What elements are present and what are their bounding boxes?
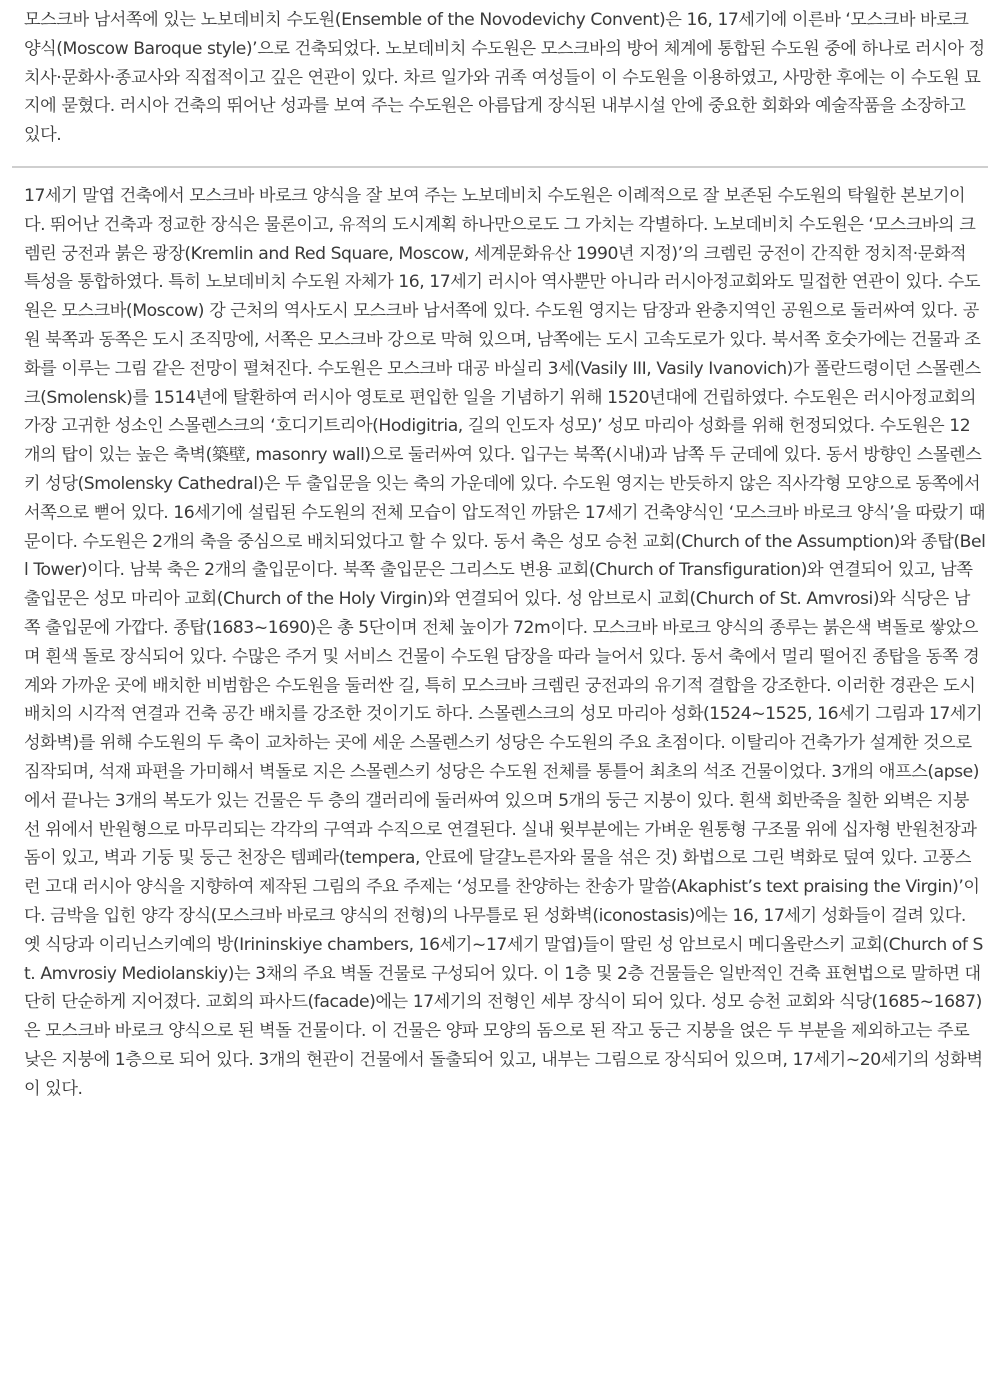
intro-paragraph: 모스크바 남서쪽에 있는 노보데비치 수도원(Ensemble of the Novodevichy Convent)은 16, 17세기에 이른바 ‘모스크바 바로크 양식(Moscow Baroque style)’으로 건축되었다. 노보데비치 수도원은 모스크바의 방어 체계에 통합된 수도원 중에 하나로 러시아 정치사·문화사·종교사와 직접적이고 깊은 연관이 있다. 차르 일가와 귀족 여성들이 이 수도원을 이용하였고, 사망한 후에는 이 수도원 묘지에 묻혔다. 러시아 건축의 뛰어난 성과를 보여 주는 수도원은 아름답게 장식된 내부시설 안에 중요한 회화와 예술작품을 소장하고 있다. [24, 10, 985, 146]
description-paragraph: 17세기 말엽 건축에서 모스크바 바로크 양식을 잘 보여 주는 노보데비치 수도원은 이례적으로 잘 보존된 수도원의 탁월한 본보기이다. 뛰어난 건축과 정교한 장식은 물론이고, 유적의 도시계획 하나만으로도 그 가치는 각별하다. 노보데비치 수도원은 ‘모스크바의 크렘린 궁전과 붉은 광장(Kremlin and Red Square, Moscow, 세계문화유산 1990년 지정)’의 크렘린 궁전이 간직한 정치적·문화적 특성을 통합하였다. 특히 노보데비치 수도원 자체가 16, 17세기 러시아 역사뿐만 아니라 러시아정교회와도 밀접한 연관이 있다. 수도원은 모스크바(Moscow) 강 근처의 역사도시 모스크바 남서쪽에 있다. 수도원 영지는 담장과 완충지역인 공원으로 둘러싸여 있다. 공원 북쪽과 동쪽은 도시 조직망에, 서쪽은 모스크바 강으로 막혀 있으며, 남쪽에는 도시 고속도로가 있다. 북서쪽 호숫가에는 건물과 조화를 이루는 그림 같은 전망이 펼쳐진다. 수도원은 모스크바 대공 바실리 3세(Vasily III, Vasily Ivanovich)가 폴란드령이던 스몰렌스크(Smolensk)를 1514년에 탈환하여 러시아 영토로 편입한 일을 기념하기 위해 1520년대에 건립하였다. 수도원은 러시아정교회의 가장 고귀한 성소인 스몰렌스크의 ‘호디기트리아(Hodigitria, 길의 인도자 성모)’ 성모 마리아 성화를 위해 헌정되었다. 수도원은 12개의 탑이 있는 높은 축벽(築壁, masonry wall)으로 둘러싸여 있다. 입구는 북쪽(시내)과 남쪽 두 군데에 있다. 동서 방향인 스몰렌스키 성당(Smolensky Cathedral)은 두 출입문을 잇는 축의 가운데에 있다. 수도원 영지는 반듯하지 않은 직사각형 모양으로 동쪽에서 서쪽으로 뻗어 있다. 16세기에 설립된 수도원의 전체 모습이 압도적인 까닭은 17세기 건축양식인 ‘모스크바 바로크 양식’을 따랐기 때문이다. 수도원은 2개의 축을 중심으로 배치되었다고 할 수 있다. 동서 축은 성모 승천 교회(Church of the Assumption)와 종탑(Bell Tower)이다. 남북 축은 2개의 출입문이다. 북쪽 출입문은 그리스도 변용 교회(Church of Transfiguration)와 연결되어 있고, 남쪽 출입문은 성모 마리아 교회(Church of the Holy Virgin)와 연결되어 있다. 성 암브로시 교회(Church of St. Amvrosi)와 식당은 남쪽 출입문에 가깝다. 종탑(1683~1690)은 총 5단이며 전체 높이가 72m이다. 모스크바 바로크 양식의 종루는 붉은색 벽돌로 쌓았으며 흰색 돌로 장식되어 있다. 수많은 주거 및 서비스 건물이 수도원 담장을 따라 늘어서 있다. 동서 축에서 멀리 떨어진 종탑을 동쪽 경계와 가까운 곳에 배치한 비범함은 수도원을 둘러싼 길, 특히 모스크바 크렘린 궁전과의 유기적 결합을 강조한다. 이러한 경관은 도시 배치의 시각적 연결과 건축 공간 배치를 강조한 것이기도 하다. 스몰렌스크의 성모 마리아 성화(1524~1525, 16세기 그림과 17세기 성화벽)를 위해 수도원의 두 축이 교차하는 곳에 세운 스몰렌스키 성당은 수도원의 주요 초점이다. 이탈리아 건축가가 설계한 것으로 짐작되며, 석재 파편을 가미해서 벽돌로 지은 스몰렌스키 성당은 수도원 전체를 통틀어 최초의 석조 건물이었다. 3개의 애프스(apse)에서 끝나는 3개의 복도가 있는 건물은 두 층의 갤러리에 둘러싸여 있으며 5개의 둥근 지붕이 있다. 흰색 회반죽을 칠한 외벽은 지붕 선 위에서 반원형으로 마무리되는 각각의 구역과 수직으로 연결된다. 실내 윗부분에는 가벼운 원통형 구조물 위에 십자형 반원천장과 돔이 있고, 벽과 기둥 및 둥근 천장은 템페라(tempera, 안료에 달걀노른자와 물을 섞은 것) 화법으로 그린 벽화로 덮여 있다. 고풍스런 고대 러시아 양식을 지향하여 제작된 그림의 주요 주제는 ‘성모를 찬양하는 찬송가 말씀(Akaphist’s text praising the Virgin)’이다. 금박을 입힌 양각 장식(모스크바 바로크 양식의 전형)의 나무틀로 된 성화벽(iconostasis)에는 16, 17세기 성화들이 걸려 있다. 옛 식당과 이리닌스키예의 방(Irininskiye chambers, 16세기~17세기 말엽)들이 딸린 성 암브로시 메디올란스키 교회(Church of St. Amvrosiy Mediolanskiy)는 3채의 주요 벽돌 건물로 구성되어 있다. 이 1층 및 2층 건물들은 일반적인 건축 표현법으로 말하면 대단히 단순하게 지어졌다. 교회의 파사드(facade)에는 17세기의 전형인 세부 장식이 되어 있다. 성모 승천 교회와 식당(1685~1687)은 모스크바 바로크 양식으로 된 벽돌 건물이다. 이 건물은 양파 모양의 돔으로 된 작고 둥근 지붕을 얹은 두 부분을 제외하고는 주로 낮은 지붕에 1층으로 되어 있다. 3개의 현관이 건물에서 돌출되어 있고, 내부는 그림으로 장식되어 있으며, 17세기~20세기의 성화벽이 있다. [24, 185, 986, 1099]
